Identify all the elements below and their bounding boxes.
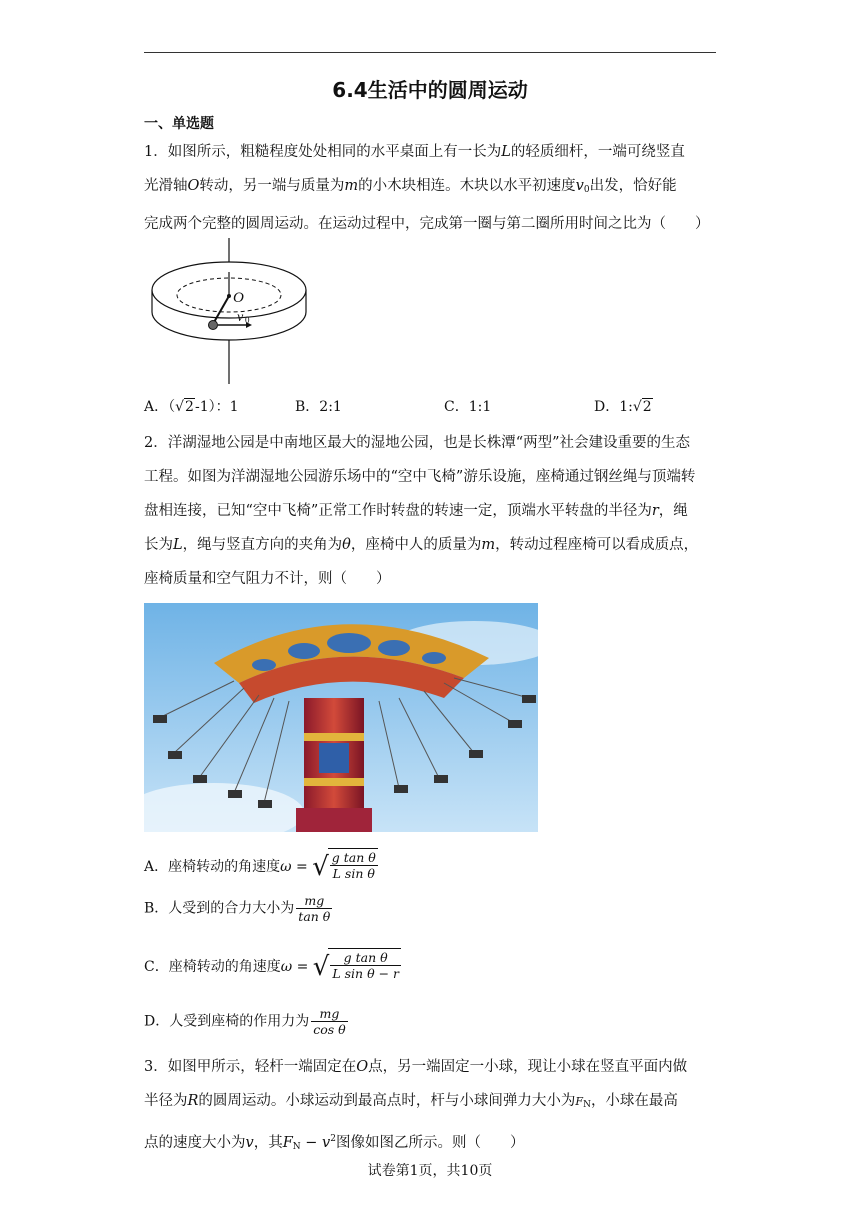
page-footer: 试卷第1页，共10页 <box>367 1163 493 1179</box>
q1-option-d[interactable]: D．1:√2 <box>594 399 652 415</box>
q2-line-2: 工程。如图为洋湖湿地公园游乐场中的“空中飞椅”游乐设施，座椅通过钢丝绳与顶端转 <box>144 469 696 485</box>
q3-line-3: 点的速度大小为v，其$F_N - v^2$图像如图乙所示。则（ ） <box>144 1134 525 1152</box>
header-rule <box>144 52 716 53</box>
question-1-stem <box>144 135 718 241</box>
q1-line-1: 1．如图所示，粗糙程度处处相同的水平桌面上有一长为L的轻质细杆，一端可绕竖直 <box>144 144 685 160</box>
q2-line-3: 盘相连接，已知“空中飞椅”正常工作时转盘的转速一定，顶端水平转盘的半径为r，绳 <box>144 503 688 519</box>
q3-line-2: 半径为R的圆周运动。小球运动到最高点时，杆与小球间弹力大小为$F_N$，小球在最高 <box>144 1093 678 1110</box>
block <box>209 321 218 330</box>
question-3-stem <box>144 1050 718 1164</box>
label-v: v <box>237 310 244 325</box>
q2-line-4: 长为L，绳与竖直方向的夹角为θ，座椅中人的质量为m，转动过程座椅可以看成质点， <box>144 537 699 553</box>
label-O: O <box>233 290 244 306</box>
page-title: 6.4生活中的圆周运动 <box>332 78 528 102</box>
q1-option-b[interactable]: B．2:1 <box>295 399 342 415</box>
q1-line-2: 光滑轴O转动，另一端与质量为m的小木块相连。木块以水平初速度$v_0$出发，恰好能 <box>144 178 677 195</box>
q2-line-1: 2．洋湖湿地公园是中南地区最大的湿地公园，也是长株潭“两型”社会建设重要的生态 <box>144 435 691 451</box>
q2-option-b[interactable]: B．人受到的合力大小为 $\frac{mg}{\text{tan θ}}$ <box>144 893 331 924</box>
label-v-sub: 0 <box>245 315 250 325</box>
q2-option-c[interactable]: C．座椅转动的角速度ω = √ $\frac{\text{g tan θ}}{\text{L sin θ − r}}$ <box>144 948 401 986</box>
q1-line-3: 完成两个完整的圆周运动。在运动过程中，完成第一圈与第二圈所用时间之比为（ ） <box>144 216 710 232</box>
section-heading: 一、单选题 <box>144 116 214 132</box>
question-2-stem <box>144 426 718 596</box>
q2-line-5: 座椅质量和空气阻力不计，则（ ） <box>144 571 391 587</box>
q2-option-a[interactable]: A．座椅转动的角速度ω = √ $\frac{\text{g tan θ}}{\text{L sin θ}}$ <box>144 848 378 886</box>
q1-option-c[interactable]: C．1:1 <box>444 399 492 415</box>
q3-line-1: 3．如图甲所示，轻杆一端固定在O点，另一端固定一小球，现让小球在竖直平面内做 <box>144 1059 688 1075</box>
pivot-point <box>227 294 231 298</box>
q1-option-a[interactable]: A．（√2-1）：1 <box>144 399 239 415</box>
rotating-disk-diagram <box>148 238 308 386</box>
q2-option-d[interactable]: D．人受到座椅的作用力为 $\frac{mg}{\text{cos θ}}$ <box>144 1006 346 1037</box>
swing-ride-photo <box>144 603 538 832</box>
